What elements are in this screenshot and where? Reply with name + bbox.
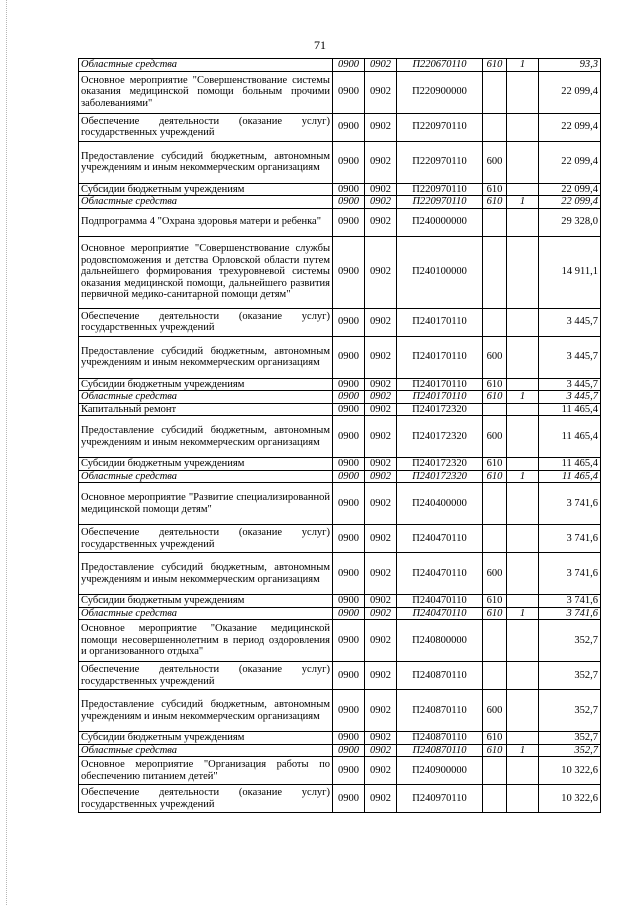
expense-type-cell — [483, 113, 507, 141]
target-article-cell: П240170110 — [397, 378, 483, 391]
amount-cell: 352,7 — [539, 690, 601, 732]
budget-table — [78, 58, 601, 813]
row-name-cell: Обеспечение деятельности (оказание услуг) государственных учреждений — [79, 662, 333, 690]
expense-type-cell — [483, 525, 507, 553]
target-article-cell: П220670110 — [397, 59, 483, 72]
table-row — [79, 336, 601, 378]
page-number: 71 — [314, 38, 326, 52]
target-article-cell: П240172320 — [397, 416, 483, 458]
amount-cell: 3 445,7 — [539, 336, 601, 378]
subsection-code-cell: 0902 — [365, 403, 397, 416]
amount-cell: 11 465,4 — [539, 403, 601, 416]
table-row — [79, 483, 601, 525]
source-cell — [507, 336, 539, 378]
amount-cell: 352,7 — [539, 732, 601, 745]
source-cell: 1 — [507, 607, 539, 620]
section-code-cell: 0900 — [333, 183, 365, 196]
source-cell — [507, 71, 539, 113]
amount-cell: 352,7 — [539, 744, 601, 757]
table-row — [79, 208, 601, 236]
source-cell — [507, 525, 539, 553]
source-cell: 1 — [507, 196, 539, 209]
amount-cell: 10 322,6 — [539, 757, 601, 785]
table-row — [79, 607, 601, 620]
row-name-cell: Субсидии бюджетным учреждениям — [79, 595, 333, 608]
section-code-cell: 0900 — [333, 525, 365, 553]
table-row — [79, 744, 601, 757]
row-name-cell: Предоставление субсидий бюджетным, автономным учреждениям и иным некоммерческим организациям — [79, 553, 333, 595]
target-article-cell: П240170110 — [397, 391, 483, 404]
source-cell: 1 — [507, 391, 539, 404]
row-name-cell: Обеспечение деятельности (оказание услуг) государственных учреждений — [79, 308, 333, 336]
target-article-cell: П220970110 — [397, 183, 483, 196]
source-cell: 1 — [507, 59, 539, 72]
row-name-cell: Основное мероприятие "Совершенствование службы родовспоможения и детства Орловской области путем дальнейшего формирования трехуровневой системы оказания медицинской помощи, дальнейшего развития первичной медико-санитарной помощи детям" — [79, 236, 333, 308]
row-name-cell: Областные средства — [79, 59, 333, 72]
expense-type-cell: 600 — [483, 416, 507, 458]
expense-type-cell: 610 — [483, 183, 507, 196]
expense-type-cell: 600 — [483, 336, 507, 378]
source-cell — [507, 662, 539, 690]
table-row — [79, 553, 601, 595]
subsection-code-cell: 0902 — [365, 391, 397, 404]
section-code-cell: 0900 — [333, 458, 365, 471]
section-code-cell: 0900 — [333, 196, 365, 209]
row-name-cell: Субсидии бюджетным учреждениям — [79, 732, 333, 745]
source-cell — [507, 785, 539, 813]
expense-type-cell: 610 — [483, 732, 507, 745]
row-name-cell: Подпрограмма 4 "Охрана здоровья матери и ребенка" — [79, 208, 333, 236]
row-name-cell: Областные средства — [79, 196, 333, 209]
source-cell — [507, 553, 539, 595]
source-cell — [507, 458, 539, 471]
target-article-cell: П240470110 — [397, 607, 483, 620]
expense-type-cell — [483, 208, 507, 236]
table-row — [79, 785, 601, 813]
target-article-cell: П240800000 — [397, 620, 483, 662]
amount-cell: 3 741,6 — [539, 595, 601, 608]
row-name-cell: Субсидии бюджетным учреждениям — [79, 183, 333, 196]
table-row — [79, 391, 601, 404]
row-name-cell: Предоставление субсидий бюджетным, автономным учреждениям и иным некоммерческим организациям — [79, 336, 333, 378]
section-code-cell: 0900 — [333, 59, 365, 72]
row-name-cell: Областные средства — [79, 607, 333, 620]
expense-type-cell: 600 — [483, 690, 507, 732]
section-code-cell: 0900 — [333, 378, 365, 391]
source-cell — [507, 308, 539, 336]
expense-type-cell — [483, 620, 507, 662]
table-row — [79, 308, 601, 336]
amount-cell: 22 099,4 — [539, 141, 601, 183]
source-cell — [507, 732, 539, 745]
source-cell — [507, 113, 539, 141]
amount-cell: 3 741,6 — [539, 553, 601, 595]
target-article-cell: П240172320 — [397, 458, 483, 471]
amount-cell: 3 741,6 — [539, 483, 601, 525]
amount-cell: 3 741,6 — [539, 525, 601, 553]
row-name-cell: Капитальный ремонт — [79, 403, 333, 416]
source-cell — [507, 620, 539, 662]
amount-cell: 10 322,6 — [539, 785, 601, 813]
target-article-cell: П220970110 — [397, 113, 483, 141]
subsection-code-cell: 0902 — [365, 378, 397, 391]
target-article-cell: П240172320 — [397, 403, 483, 416]
target-article-cell: П240170110 — [397, 336, 483, 378]
row-name-cell: Основное мероприятие "Совершенствование системы оказания медицинской помощи больным прочими заболеваниями" — [79, 71, 333, 113]
target-article-cell: П240000000 — [397, 208, 483, 236]
section-code-cell: 0900 — [333, 336, 365, 378]
target-article-cell: П220970110 — [397, 141, 483, 183]
subsection-code-cell: 0902 — [365, 620, 397, 662]
table-row — [79, 757, 601, 785]
expense-type-cell: 610 — [483, 391, 507, 404]
section-code-cell: 0900 — [333, 113, 365, 141]
table-row — [79, 416, 601, 458]
amount-cell: 352,7 — [539, 620, 601, 662]
target-article-cell: П240100000 — [397, 236, 483, 308]
amount-cell: 3 445,7 — [539, 391, 601, 404]
table-row — [79, 113, 601, 141]
section-code-cell: 0900 — [333, 71, 365, 113]
table-row — [79, 662, 601, 690]
source-cell — [507, 236, 539, 308]
section-code-cell: 0900 — [333, 391, 365, 404]
subsection-code-cell: 0902 — [365, 416, 397, 458]
table-row — [79, 620, 601, 662]
table-row — [79, 59, 601, 72]
subsection-code-cell: 0902 — [365, 71, 397, 113]
table-row — [79, 71, 601, 113]
section-code-cell: 0900 — [333, 416, 365, 458]
amount-cell: 3 445,7 — [539, 378, 601, 391]
section-code-cell: 0900 — [333, 236, 365, 308]
section-code-cell: 0900 — [333, 690, 365, 732]
table-row — [79, 403, 601, 416]
amount-cell: 3 741,6 — [539, 607, 601, 620]
row-name-cell: Предоставление субсидий бюджетным, автономным учреждениям и иным некоммерческим организациям — [79, 690, 333, 732]
row-name-cell: Областные средства — [79, 744, 333, 757]
amount-cell: 22 099,4 — [539, 196, 601, 209]
table-row — [79, 732, 601, 745]
table-row — [79, 183, 601, 196]
expense-type-cell: 610 — [483, 458, 507, 471]
row-name-cell: Обеспечение деятельности (оказание услуг) государственных учреждений — [79, 785, 333, 813]
section-code-cell: 0900 — [333, 141, 365, 183]
expense-type-cell: 610 — [483, 744, 507, 757]
source-cell — [507, 208, 539, 236]
table-row — [79, 378, 601, 391]
subsection-code-cell: 0902 — [365, 662, 397, 690]
source-cell — [507, 141, 539, 183]
target-article-cell: П240470110 — [397, 553, 483, 595]
source-cell — [507, 690, 539, 732]
subsection-code-cell: 0902 — [365, 757, 397, 785]
source-cell — [507, 483, 539, 525]
source-cell — [507, 403, 539, 416]
source-cell: 1 — [507, 470, 539, 483]
target-article-cell: П240170110 — [397, 308, 483, 336]
target-article-cell: П240470110 — [397, 525, 483, 553]
target-article-cell: П240970110 — [397, 785, 483, 813]
subsection-code-cell: 0902 — [365, 483, 397, 525]
expense-type-cell — [483, 308, 507, 336]
amount-cell: 29 328,0 — [539, 208, 601, 236]
source-cell: 1 — [507, 744, 539, 757]
expense-type-cell — [483, 236, 507, 308]
subsection-code-cell: 0902 — [365, 607, 397, 620]
table-row — [79, 196, 601, 209]
source-cell — [507, 757, 539, 785]
section-code-cell: 0900 — [333, 785, 365, 813]
expense-type-cell: 610 — [483, 470, 507, 483]
row-name-cell: Обеспечение деятельности (оказание услуг) государственных учреждений — [79, 525, 333, 553]
expense-type-cell — [483, 71, 507, 113]
section-code-cell: 0900 — [333, 757, 365, 785]
subsection-code-cell: 0902 — [365, 458, 397, 471]
table-row — [79, 525, 601, 553]
amount-cell: 22 099,4 — [539, 71, 601, 113]
target-article-cell: П240870110 — [397, 690, 483, 732]
expense-type-cell — [483, 785, 507, 813]
section-code-cell: 0900 — [333, 208, 365, 236]
target-article-cell: П240900000 — [397, 757, 483, 785]
row-name-cell: Областные средства — [79, 391, 333, 404]
amount-cell: 11 465,4 — [539, 470, 601, 483]
section-code-cell: 0900 — [333, 732, 365, 745]
amount-cell: 93,3 — [539, 59, 601, 72]
amount-cell: 22 099,4 — [539, 113, 601, 141]
expense-type-cell — [483, 662, 507, 690]
row-name-cell: Субсидии бюджетным учреждениям — [79, 378, 333, 391]
amount-cell: 11 465,4 — [539, 416, 601, 458]
amount-cell: 22 099,4 — [539, 183, 601, 196]
source-cell — [507, 183, 539, 196]
expense-type-cell — [483, 403, 507, 416]
target-article-cell: П220970110 — [397, 196, 483, 209]
subsection-code-cell: 0902 — [365, 308, 397, 336]
row-name-cell: Основное мероприятие "Оказание медицинской помощи несовершеннолетним в период оздоровления и организованного отдыха" — [79, 620, 333, 662]
target-article-cell: П240470110 — [397, 595, 483, 608]
target-article-cell: П220900000 — [397, 71, 483, 113]
amount-cell: 352,7 — [539, 662, 601, 690]
row-name-cell: Основное мероприятие "Организация работы по обеспечению питанием детей" — [79, 757, 333, 785]
section-code-cell: 0900 — [333, 553, 365, 595]
expense-type-cell: 600 — [483, 141, 507, 183]
subsection-code-cell: 0902 — [365, 595, 397, 608]
table-row — [79, 690, 601, 732]
amount-cell: 14 911,1 — [539, 236, 601, 308]
subsection-code-cell: 0902 — [365, 208, 397, 236]
expense-type-cell: 610 — [483, 595, 507, 608]
target-article-cell: П240870110 — [397, 662, 483, 690]
table-row — [79, 470, 601, 483]
section-code-cell: 0900 — [333, 470, 365, 483]
expense-type-cell: 610 — [483, 59, 507, 72]
binding-edge-line — [6, 0, 8, 905]
section-code-cell: 0900 — [333, 662, 365, 690]
amount-cell: 3 445,7 — [539, 308, 601, 336]
target-article-cell: П240400000 — [397, 483, 483, 525]
source-cell — [507, 378, 539, 391]
subsection-code-cell: 0902 — [365, 470, 397, 483]
subsection-code-cell: 0902 — [365, 113, 397, 141]
row-name-cell: Субсидии бюджетным учреждениям — [79, 458, 333, 471]
section-code-cell: 0900 — [333, 607, 365, 620]
amount-cell: 11 465,4 — [539, 458, 601, 471]
row-name-cell: Предоставление субсидий бюджетным, автономным учреждениям и иным некоммерческим организациям — [79, 416, 333, 458]
target-article-cell: П240172320 — [397, 470, 483, 483]
table-row — [79, 141, 601, 183]
source-cell — [507, 416, 539, 458]
subsection-code-cell: 0902 — [365, 141, 397, 183]
row-name-cell: Предоставление субсидий бюджетным, автономным учреждениям и иным некоммерческим организациям — [79, 141, 333, 183]
subsection-code-cell: 0902 — [365, 744, 397, 757]
expense-type-cell: 600 — [483, 553, 507, 595]
row-name-cell: Областные средства — [79, 470, 333, 483]
section-code-cell: 0900 — [333, 308, 365, 336]
subsection-code-cell: 0902 — [365, 183, 397, 196]
expense-type-cell: 610 — [483, 196, 507, 209]
subsection-code-cell: 0902 — [365, 553, 397, 595]
expense-type-cell: 610 — [483, 378, 507, 391]
expense-type-cell — [483, 483, 507, 525]
subsection-code-cell: 0902 — [365, 690, 397, 732]
section-code-cell: 0900 — [333, 403, 365, 416]
subsection-code-cell: 0902 — [365, 785, 397, 813]
row-name-cell: Основное мероприятие "Развитие специализированной медицинской помощи детям" — [79, 483, 333, 525]
target-article-cell: П240870110 — [397, 732, 483, 745]
subsection-code-cell: 0902 — [365, 59, 397, 72]
section-code-cell: 0900 — [333, 744, 365, 757]
source-cell — [507, 595, 539, 608]
subsection-code-cell: 0902 — [365, 336, 397, 378]
subsection-code-cell: 0902 — [365, 236, 397, 308]
subsection-code-cell: 0902 — [365, 732, 397, 745]
subsection-code-cell: 0902 — [365, 525, 397, 553]
row-name-cell: Обеспечение деятельности (оказание услуг) государственных учреждений — [79, 113, 333, 141]
subsection-code-cell: 0902 — [365, 196, 397, 209]
section-code-cell: 0900 — [333, 620, 365, 662]
table-row — [79, 595, 601, 608]
table-row — [79, 236, 601, 308]
target-article-cell: П240870110 — [397, 744, 483, 757]
expense-type-cell: 610 — [483, 607, 507, 620]
expense-type-cell — [483, 757, 507, 785]
table-row — [79, 458, 601, 471]
section-code-cell: 0900 — [333, 483, 365, 525]
section-code-cell: 0900 — [333, 595, 365, 608]
